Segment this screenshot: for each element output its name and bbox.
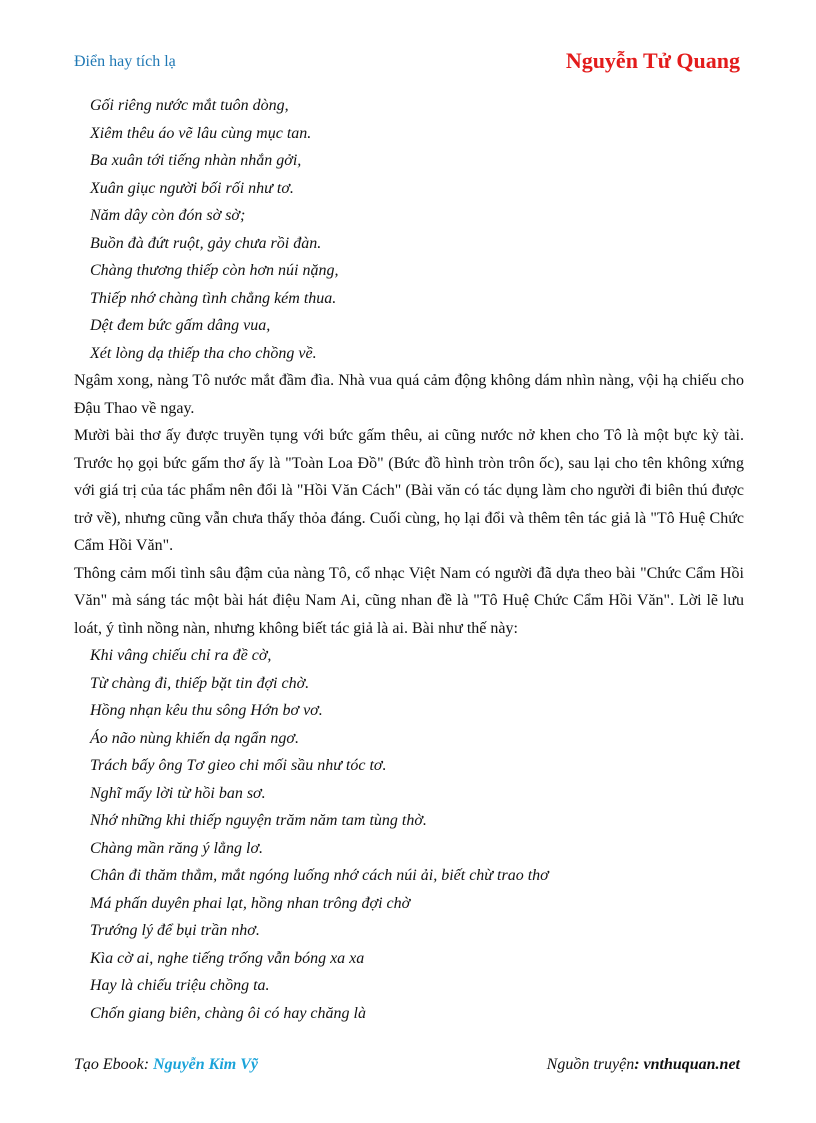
verse-line: Dệt đem bức gấm dâng vua, xyxy=(90,317,271,334)
verse-line: Chàng mần răng ý lẳng lơ. xyxy=(90,839,263,857)
verse-line: Ba xuân tới tiếng nhàn nhắn gởi, xyxy=(90,152,302,169)
verse-line: Xuân giục người bối rối như tơ. xyxy=(90,179,294,197)
verse-line: Trướng lý để bụi trần nhơ. xyxy=(90,922,260,939)
verse-line: Xiêm thêu áo vẽ lâu cùng mục tan. xyxy=(90,124,312,142)
poem-two xyxy=(74,642,744,1027)
page-footer xyxy=(74,1056,740,1078)
ebook-label: Tạo Ebook xyxy=(74,1056,144,1073)
verse-line: Hay là chiếu triệu chồng ta. xyxy=(90,977,270,994)
source-label: Nguồn truyện xyxy=(546,1056,635,1073)
verse-line: Chân đi thăm thẳm, mắt ngóng luống nhớ cách núi ải, biết chừ trao thơ xyxy=(90,867,549,884)
footer-ebook-credit xyxy=(74,1056,258,1074)
header-author: Nguyễn Tử Quang xyxy=(565,48,740,73)
source-separator: : xyxy=(634,1056,644,1073)
poem-one xyxy=(74,92,744,367)
verse-line: Trách bấy ông Tơ gieo chi mối sầu như tóc tơ. xyxy=(90,757,387,774)
verse-line: Từ chàng đi, thiếp bặt tin đợi chờ. xyxy=(90,674,310,692)
verse-line: Nghĩ mấy lời từ hồi ban sơ. xyxy=(90,784,266,802)
verse-line: Chốn giang biên, chàng ôi có hay chăng là xyxy=(90,1004,366,1022)
page-content xyxy=(74,92,744,1027)
verse-line: Buồn đà đứt ruột, gảy chưa rồi đàn. xyxy=(90,234,322,252)
verse-line: Thiếp nhớ chàng tình chẳng kém thua. xyxy=(90,289,337,307)
header-book-title: Điển hay tích lạ xyxy=(74,53,176,70)
verse-line: Áo não nùng khiến dạ ngẩn ngơ. xyxy=(90,729,299,747)
verse-line: Hồng nhạn kêu thu sông Hớn bơ vơ. xyxy=(90,702,323,719)
page-header xyxy=(74,48,740,76)
verse-line: Năm dây còn đón sờ sờ; xyxy=(90,207,246,224)
paragraph: Ngâm xong, nàng Tô nước mắt đầm đìa. Nhà vua quá cảm động không dám nhìn nàng, vội hạ chiếu cho Đậu Thao về ngay. xyxy=(74,372,744,417)
verse-line: Gối riêng nước mắt tuôn dòng, xyxy=(90,97,289,114)
verse-line: Chàng thương thiếp còn hơn núi nặng, xyxy=(90,262,339,279)
paragraph: Thông cảm mối tình sâu đậm của nàng Tô, cổ nhạc Việt Nam có người đã dựa theo bài "Chức Cẩm Hồi Văn" mà sáng tác một bài hát điệu Nam Ai, cũng nhan đề là "Tô Huệ Chức Cẩm Hồi Văn". Lời lẽ lưu loát, ý tình nồng nàn, nhưng không biết tác giả là ai. Bài như thế này: xyxy=(74,564,744,637)
ebook-creator: Nguyễn Kim Vỹ xyxy=(153,1056,258,1073)
verse-line: Nhớ những khi thiếp nguyện trăm năm tam tùng thờ. xyxy=(90,812,427,829)
verse-line: Xét lòng dạ thiếp tha cho chồng về. xyxy=(90,344,317,362)
source-site: vnthuquan.net xyxy=(643,1056,740,1073)
footer-source-credit xyxy=(547,1056,740,1074)
verse-line: Kìa cờ ai, nghe tiếng trống vẫn bóng xa xa xyxy=(90,949,365,967)
verse-line: Khi vâng chiếu chỉ ra đề cờ, xyxy=(90,647,272,664)
verse-line: Má phấn duyên phai lạt, hồng nhan trông đợi chờ xyxy=(90,894,411,912)
paragraph: Mười bài thơ ấy được truyền tụng với bức gấm thêu, ai cũng nước nở khen cho Tô là một bực kỳ tài. Trước họ gọi bức gấm thơ ấy là "Toàn Loa Đồ" (Bức đồ hình tròn trôn ốc), sau lại cho tên không xứng với giá trị của tác phẩm nên đổi là "Hồi Văn Cách" (Bài văn có tác dụng làm cho người đi biên thú được trở về), nhưng cũng vẫn chưa thấy thỏa đáng. Cuối cùng, họ lại đổi và thêm tên tác giả là "Tô Huệ Chức Cẩm Hồi Văn". xyxy=(74,427,744,554)
ebook-separator: : xyxy=(143,1056,154,1073)
